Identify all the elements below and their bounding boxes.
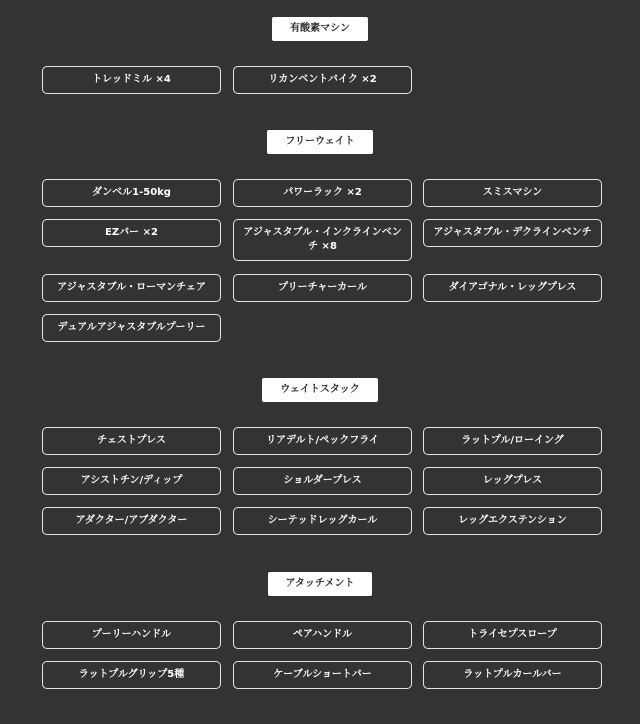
equipment-item [423, 427, 602, 455]
equipment-item [233, 66, 412, 94]
section-header-attachments [0, 572, 640, 596]
equipment-item-label: プーリーハンドル [91, 629, 172, 640]
equipment-item-label: ペアハンドル [292, 629, 353, 640]
equipment-item [233, 427, 412, 455]
section-header-free-weight [0, 130, 640, 154]
equipment-item [233, 467, 412, 495]
equipment-item [233, 507, 412, 535]
equipment-item-label: アダクター/アブダクター [75, 515, 188, 526]
equipment-item-label: デュアルアジャスタブルプーリー [57, 322, 206, 333]
equipment-item-label: EZバー ×2 [105, 227, 158, 238]
equipment-item-label: リアデルト/ペックフライ [266, 435, 379, 446]
equipment-item [42, 219, 221, 247]
equipment-item [233, 219, 412, 261]
equipment-item [423, 179, 602, 207]
equipment-item-label: シーテッドレッグカール [267, 515, 378, 526]
section-header-cardio [0, 17, 640, 41]
section-title-cardio: 有酸素マシン [272, 17, 368, 41]
equipment-item [423, 621, 602, 649]
equipment-item [423, 219, 602, 247]
equipment-item-label: トライセプスロープ [468, 629, 557, 640]
equipment-item [423, 661, 602, 689]
equipment-item [42, 66, 221, 94]
equipment-item-label: ショルダープレス [283, 475, 362, 486]
equipment-item-label: レッグプレス [482, 475, 543, 486]
section-title-free-weight: フリーウェイト [267, 130, 372, 154]
equipment-item [233, 621, 412, 649]
equipment-item-label: アジャスタブル・デクラインベンチ [433, 227, 592, 238]
equipment-item [423, 467, 602, 495]
equipment-item-label: アジャスタブル・ローマンチェア [57, 282, 206, 293]
equipment-item [42, 274, 221, 302]
equipment-item [233, 179, 412, 207]
equipment-item-label: プリーチャーカール [278, 282, 367, 293]
equipment-item [423, 507, 602, 535]
equipment-item-label: チェストプレス [97, 435, 166, 446]
section-title-attachments: アタッチメント [268, 572, 373, 596]
equipment-item [42, 427, 221, 455]
equipment-item [42, 621, 221, 649]
equipment-item-label: ラットプル/ローイング [461, 435, 564, 446]
equipment-item [42, 179, 221, 207]
equipment-item-label: ダンベル1-50kg [92, 187, 171, 198]
equipment-item-label: パワーラック ×2 [283, 187, 362, 198]
equipment-item [42, 661, 221, 689]
section-header-weight-stack [0, 378, 640, 402]
equipment-item-label: ダイアゴナル・レッグプレス [448, 282, 577, 293]
equipment-item [233, 661, 412, 689]
equipment-item-label: ラットプルカールバー [463, 669, 562, 680]
equipment-item-label: アシストチン/ディップ [80, 475, 183, 486]
equipment-item [423, 274, 602, 302]
equipment-item-label: ラットプルグリップ5種 [78, 669, 185, 680]
equipment-item [42, 507, 221, 535]
equipment-item [42, 314, 221, 342]
equipment-item-label: リカンベントバイク ×2 [268, 74, 377, 85]
section-title-weight-stack: ウェイトスタック [262, 378, 378, 402]
equipment-item [233, 274, 412, 302]
equipment-item-label: ケーブルショートバー [273, 669, 372, 680]
equipment-item-label: スミスマシン [482, 187, 543, 198]
equipment-item [42, 467, 221, 495]
equipment-item-label: アジャスタブル・インクラインベンチ ×8 [243, 227, 402, 252]
equipment-item-label: レッグエクステンション [458, 515, 567, 526]
equipment-item-label: トレッドミル ×4 [92, 74, 171, 85]
